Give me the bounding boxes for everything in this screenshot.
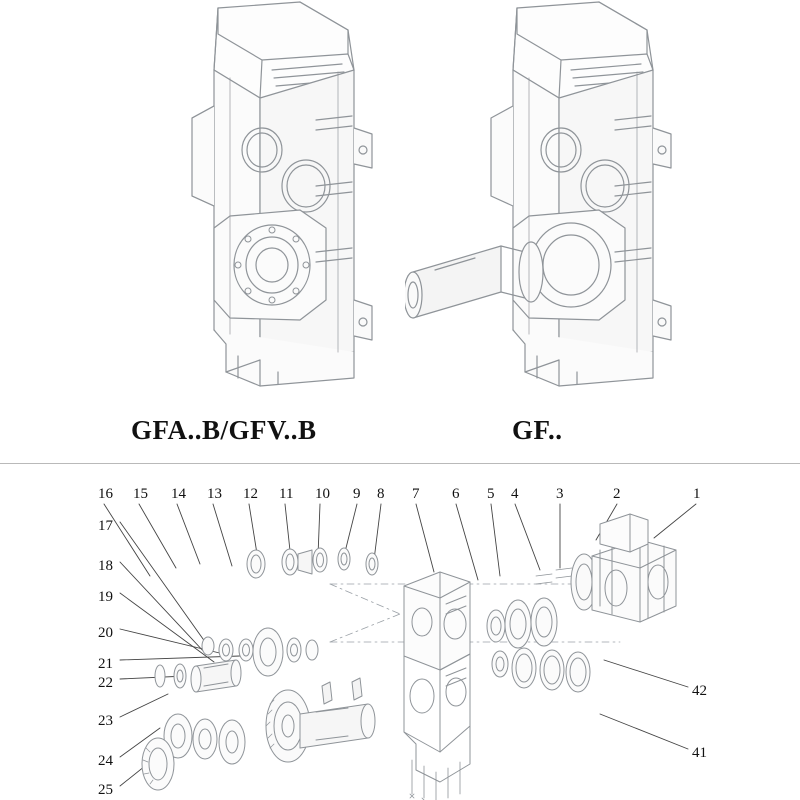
callout-24: 24: [98, 753, 113, 769]
callout-42: 42: [692, 683, 707, 699]
callout-25: 25: [98, 782, 113, 798]
callout-20: 20: [98, 625, 113, 641]
exploded-parts-diagram: [0, 464, 800, 800]
caption-gf: GF..: [512, 415, 563, 445]
callout-18: 18: [98, 558, 113, 574]
callout-23: 23: [98, 713, 113, 729]
callout-13: 13: [207, 486, 222, 502]
callout-9: 9: [353, 486, 361, 502]
callout-21: 21: [98, 656, 113, 672]
gearbox-drawing-right: [405, 0, 705, 410]
callout-16: 16: [98, 486, 113, 502]
callout-22: 22: [98, 675, 113, 691]
callout-7: 7: [412, 486, 420, 502]
gearbox-drawing-left: [110, 0, 400, 410]
callout-10: 10: [315, 486, 330, 502]
callout-6: 6: [452, 486, 460, 502]
callout-3: 3: [556, 486, 564, 502]
callout-12: 12: [243, 486, 258, 502]
caption-gfab-gfvb: GFA..B/GFV..B: [131, 415, 317, 445]
callout-17: 17: [98, 518, 113, 534]
callout-1: 1: [693, 486, 701, 502]
callout-5: 5: [487, 486, 495, 502]
callout-15: 15: [133, 486, 148, 502]
callout-11: 11: [279, 486, 294, 502]
callout-2: 2: [613, 486, 621, 502]
callout-4: 4: [511, 486, 519, 502]
callout-41: 41: [692, 745, 707, 761]
callout-8: 8: [377, 486, 385, 502]
callout-19: 19: [98, 589, 113, 605]
callout-14: 14: [171, 486, 186, 502]
